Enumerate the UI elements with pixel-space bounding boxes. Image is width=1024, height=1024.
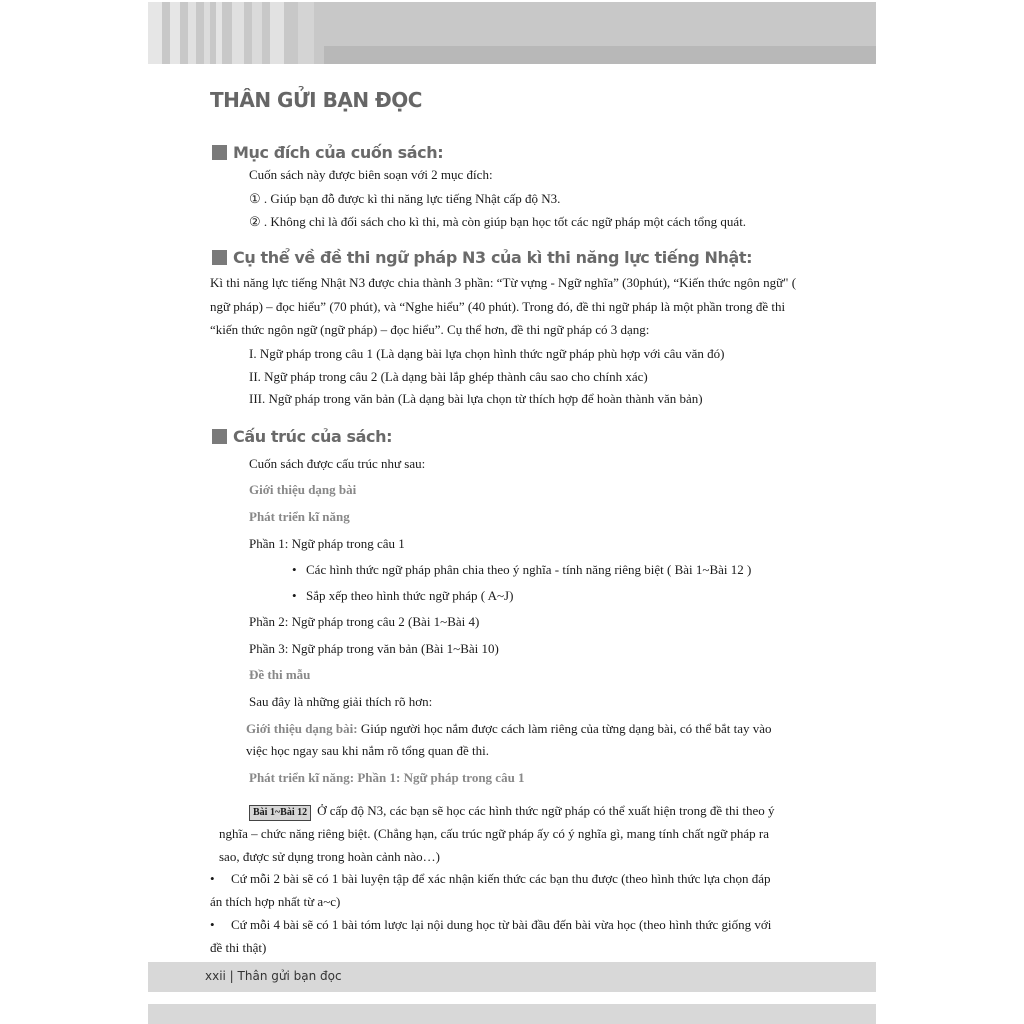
heading-square-icon bbox=[212, 429, 227, 444]
bullet-icon: • bbox=[292, 562, 297, 577]
bullet-icon: • bbox=[210, 917, 215, 932]
part1-bullet-1: Các hình thức ngữ pháp phân chia theo ý nghĩa - tính năng riêng biệt ( Bài 1~Bài 12 ) bbox=[306, 562, 752, 577]
exam-para-line-3: “kiến thức ngôn ngữ (ngữ pháp) – đọc hiểu”. Cụ thể hơn, đề thi ngữ pháp có 3 dạng: bbox=[210, 322, 650, 337]
final-bullet-1-line-2: án thích hợp nhất từ a~c) bbox=[210, 894, 341, 909]
detail-line-1 bbox=[246, 721, 772, 737]
purpose-item-1: ① . Giúp bạn đỗ được kì thi năng lực tiếng Nhật cấp độ N3. bbox=[249, 191, 561, 206]
part1-bullet-2: Sắp xếp theo hình thức ngữ pháp ( A~J) bbox=[306, 588, 514, 603]
page-title: THÂN GỬI BẠN ĐỌC bbox=[210, 88, 422, 112]
detail-line-2: việc học ngay sau khi nắm rõ tổng quan đề thi. bbox=[246, 743, 489, 758]
section-heading-text: Mục đích của cuốn sách: bbox=[233, 143, 444, 162]
structure-part-3: Phần 3: Ngữ pháp trong văn bản (Bài 1~Bài 10) bbox=[249, 641, 499, 656]
structure-intro-type: Giới thiệu dạng bài bbox=[249, 482, 357, 497]
bullet-icon: • bbox=[292, 588, 297, 603]
footer-band-bottom bbox=[148, 1004, 876, 1024]
section-heading-purpose bbox=[212, 143, 443, 162]
purpose-intro: Cuốn sách này được biên soạn với 2 mục đích: bbox=[249, 167, 493, 182]
structure-intro: Cuốn sách được cấu trúc như sau: bbox=[249, 456, 426, 471]
exam-type-3: III. Ngữ pháp trong văn bản (Là dạng bài lựa chọn từ thích hợp để hoàn thành văn bản) bbox=[249, 391, 703, 406]
final-bullet-2-line-2: đề thi thật) bbox=[210, 940, 267, 955]
bullet-icon: • bbox=[210, 871, 215, 886]
exam-type-2: II. Ngữ pháp trong câu 2 (Là dạng bài lắp ghép thành câu sao cho chính xác) bbox=[249, 369, 648, 384]
section-heading-exam bbox=[212, 248, 752, 267]
section-heading-structure bbox=[212, 427, 392, 446]
exam-type-1: I. Ngữ pháp trong câu 1 (Là dạng bài lựa chọn hình thức ngữ pháp phù hợp với câu văn đó) bbox=[249, 346, 725, 361]
final-bullet-1-line-1: Cứ mỗi 2 bài sẽ có 1 bài luyện tập để xác nhận kiến thức các bạn thu được (theo hình thức lựa chọn đáp bbox=[231, 871, 771, 886]
tag-line-2: nghĩa – chức năng riêng biệt. (Chẳng hạn, cấu trúc ngữ pháp ấy có ý nghĩa gì, mang tính chất ngữ pháp ra bbox=[219, 826, 770, 841]
lesson-range-tag: Bài 1~Bài 12 bbox=[249, 805, 311, 821]
tag-text: Ở cấp độ N3, các bạn sẽ học các hình thức ngữ pháp có thể xuất hiện trong đề thi theo ý bbox=[317, 803, 775, 818]
detail-label: Giới thiệu dạng bài: bbox=[246, 721, 358, 736]
structure-develop: Phát triển kĩ năng bbox=[249, 509, 350, 524]
structure-part-1: Phần 1: Ngữ pháp trong câu 1 bbox=[249, 536, 405, 551]
exam-para-line-1: Kì thi năng lực tiếng Nhật N3 được chia thành 3 phần: “Từ vựng - Ngữ nghĩa” (30phút), “Kiến thức ngôn ngữ" ( bbox=[210, 275, 797, 290]
heading-square-icon bbox=[212, 145, 227, 160]
structure-sample: Đề thi mẫu bbox=[249, 667, 311, 682]
header-band bbox=[148, 2, 876, 64]
exam-para-line-2: ngữ pháp) – đọc hiểu” (70 phút), và “Nghe hiểu” (40 phút). Trong đó, đề thi ngữ pháp là một phần trong đề thi bbox=[210, 299, 786, 314]
final-bullet-2-line-1: Cứ mỗi 4 bài sẽ có 1 bài tóm lược lại nội dung học từ bài đầu đến bài vừa học (theo hình thức giống với bbox=[231, 917, 772, 932]
structure-part-2: Phần 2: Ngữ pháp trong câu 2 (Bài 1~Bài 4) bbox=[249, 614, 480, 629]
tag-line-1 bbox=[249, 803, 775, 821]
section-heading-text: Cấu trúc của sách: bbox=[233, 427, 393, 446]
detail-text: Giúp người học nắm được cách làm riêng của từng dạng bài, có thể bắt tay vào bbox=[357, 721, 772, 736]
detail-intro: Sau đây là những giải thích rõ hơn: bbox=[249, 694, 433, 709]
section-heading-text: Cụ thể về đề thi ngữ pháp N3 của kì thi năng lực tiếng Nhật: bbox=[233, 248, 753, 267]
purpose-item-2: ② . Không chỉ là đối sách cho kì thi, mà còn giúp bạn học tốt các ngữ pháp một cách tổng quát. bbox=[249, 214, 747, 229]
develop-part-1: Phát triển kĩ năng: Phần 1: Ngữ pháp trong câu 1 bbox=[249, 770, 525, 785]
page-footer: xxii | Thân gửi bạn đọc bbox=[205, 969, 342, 983]
tag-line-3: sao, được sử dụng trong hoàn cảnh nào…) bbox=[219, 849, 440, 864]
heading-square-icon bbox=[212, 250, 227, 265]
